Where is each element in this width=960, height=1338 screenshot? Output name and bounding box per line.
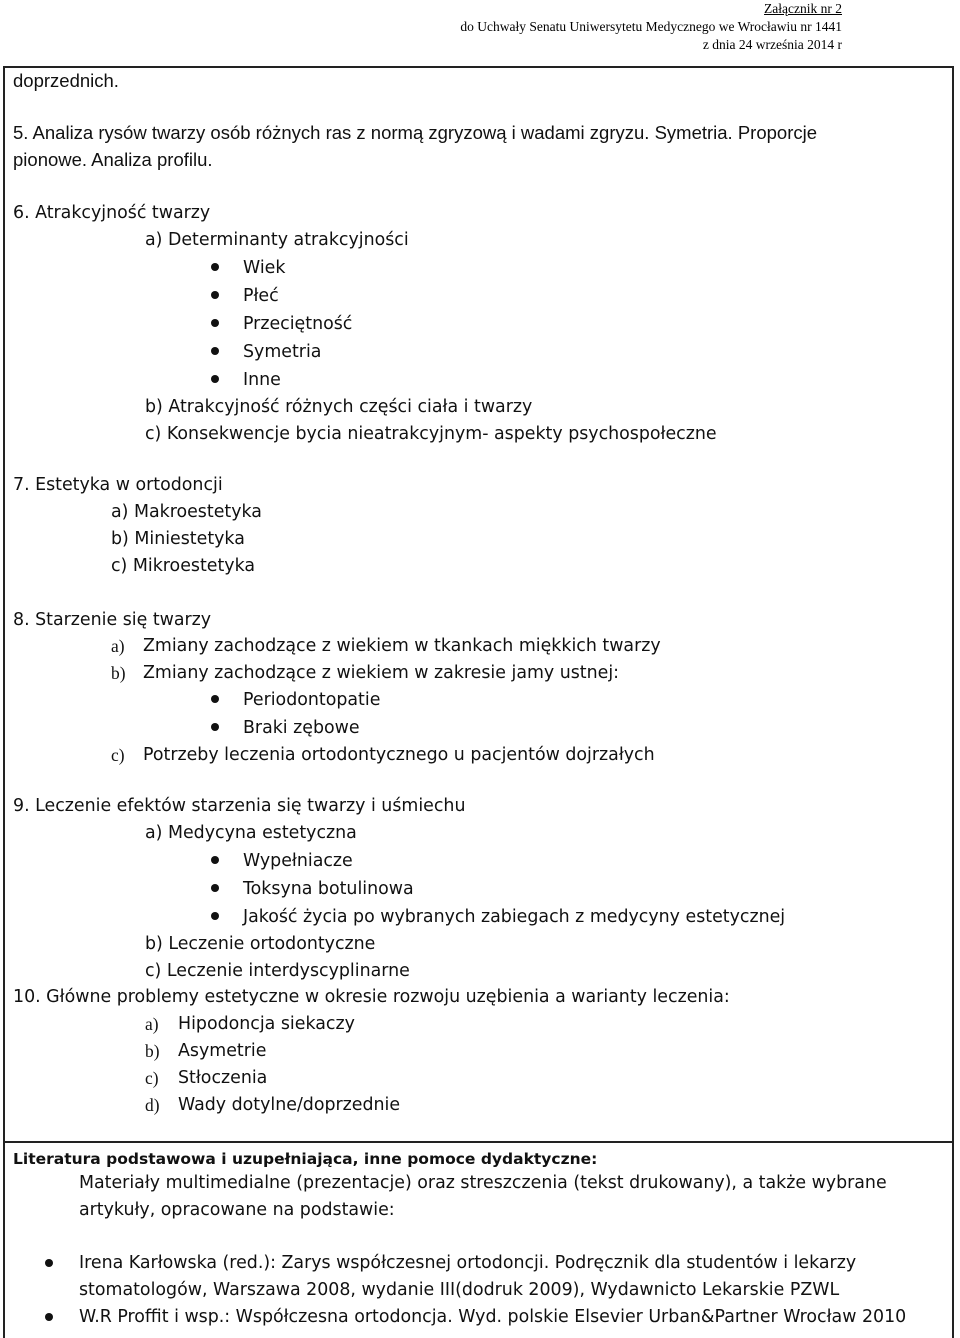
- bullet-icon: [211, 856, 219, 864]
- item-6-bullet-5: Inne: [243, 370, 281, 390]
- item-6-c: c) Konsekwencje bycia nieatrakcyjnym- aspekty psychospołeczne: [145, 424, 717, 444]
- item-9-bullet-3: Jakość życia po wybranych zabiegach z medycyny estetycznej: [243, 907, 786, 927]
- item-10-d: Wady dotylne/doprzednie: [178, 1095, 401, 1115]
- bullet-icon: [211, 695, 219, 703]
- bullet-icon: [45, 1313, 53, 1321]
- reference-1-line-2: stomatologów, Warszawa 2008, wydanie III(dodruk 2009), Wydawnicto Lekarskie PZWL: [79, 1280, 840, 1300]
- item-6-a: a) Determinanty atrakcyjności: [145, 230, 409, 250]
- bullet-icon: [211, 375, 219, 383]
- item-8-b: Zmiany zachodzące z wiekiem w zakresie jamy ustnej:: [143, 663, 620, 683]
- item-8-a-marker: a): [111, 636, 125, 656]
- item-10-a: Hipodoncja siekaczy: [178, 1014, 355, 1034]
- document-header: [460, 0, 842, 54]
- item-9-b: b) Leczenie ortodontyczne: [145, 934, 376, 954]
- literature-intro-line-1: Materiały multimedialne (prezentacje) oraz streszczenia (tekst drukowany), a także wybrane: [79, 1173, 887, 1193]
- item-9-c: c) Leczenie interdyscyplinarne: [145, 961, 410, 981]
- item-7-b: b) Miniestetyka: [111, 529, 245, 549]
- item-5-line-2: pionowe. Analiza profilu.: [13, 149, 213, 170]
- item-9-a: a) Medycyna estetyczna: [145, 823, 357, 843]
- item-10-title: 10. Główne problemy estetyczne w okresie rozwoju uzębienia a warianty leczenia:: [13, 987, 730, 1007]
- bullet-icon: [211, 263, 219, 271]
- item-8-title: 8. Starzenie się twarzy: [13, 610, 212, 630]
- item-8-bullet-1: Periodontopatie: [243, 690, 381, 710]
- item-10-b: Asymetrie: [178, 1041, 267, 1061]
- item-6-bullet-1: Wiek: [243, 258, 286, 278]
- item-9-title: 9. Leczenie efektów starzenia się twarzy i uśmiechu: [13, 796, 466, 816]
- item-7-a: a) Makroestetyka: [111, 502, 262, 522]
- item-6-bullet-2: Płeć: [243, 286, 279, 306]
- item-10-d-marker: d): [145, 1095, 160, 1115]
- annex-label: Załącznik nr 2: [764, 1, 842, 16]
- resolution-label: do Uchwały Senatu Uniwersytetu Medycznego we Wrocławiu nr 1441: [460, 19, 842, 34]
- item-10-c: Stłoczenia: [178, 1068, 268, 1088]
- item-8-bullet-2: Braki zębowe: [243, 718, 360, 738]
- item-10-b-marker: b): [145, 1041, 160, 1061]
- item-8-c: Potrzeby leczenia ortodontycznego u pacjentów dojrzałych: [143, 745, 655, 765]
- bullet-icon: [211, 912, 219, 920]
- item-6-bullet-4: Symetria: [243, 342, 322, 362]
- bullet-icon: [211, 319, 219, 327]
- item-8-a: Zmiany zachodzące z wiekiem w tkankach miękkich twarzy: [143, 636, 661, 656]
- bullet-icon: [211, 291, 219, 299]
- item-6-b: b) Atrakcyjność różnych części ciała i twarzy: [145, 397, 533, 417]
- bullet-icon: [45, 1259, 53, 1267]
- item-5-line-1: 5. Analiza rysów twarzy osób różnych ras z normą zgryzową i wadami zgryzu. Symetria. Proporcje: [13, 122, 818, 143]
- item-9-bullet-1: Wypełniacze: [243, 851, 353, 871]
- reference-2: W.R Proffit i wsp.: Współczesna ortodoncja. Wyd. polskie Elsevier Urban&Partner Wrocław 2010: [79, 1307, 907, 1327]
- item-7-title: 7. Estetyka w ortodoncji: [13, 475, 223, 495]
- previous-line-tail: doprzednich.: [13, 70, 119, 91]
- literature-heading: Literatura podstawowa i uzupełniająca, inne pomoce dydaktyczne:: [13, 1150, 598, 1168]
- item-9-bullet-2: Toksyna botulinowa: [243, 879, 414, 899]
- literature-intro-line-2: artykuły, opracowane na podstawie:: [79, 1200, 395, 1220]
- item-10-c-marker: c): [145, 1068, 159, 1088]
- date-label: z dnia 24 września 2014 r: [702, 37, 842, 52]
- bullet-icon: [211, 347, 219, 355]
- item-7-c: c) Mikroestetyka: [111, 556, 255, 576]
- bullet-icon: [211, 884, 219, 892]
- reference-1-line-1: Irena Karłowska (red.): Zarys współczesnej ortodoncji. Podręcznik dla studentów i lekarzy: [79, 1253, 857, 1273]
- item-10-a-marker: a): [145, 1014, 159, 1034]
- item-6-title: 6. Atrakcyjność twarzy: [13, 203, 211, 223]
- item-6-bullet-3: Przeciętność: [243, 314, 353, 334]
- item-8-c-marker: c): [111, 745, 125, 765]
- item-8-b-marker: b): [111, 663, 126, 683]
- bullet-icon: [211, 723, 219, 731]
